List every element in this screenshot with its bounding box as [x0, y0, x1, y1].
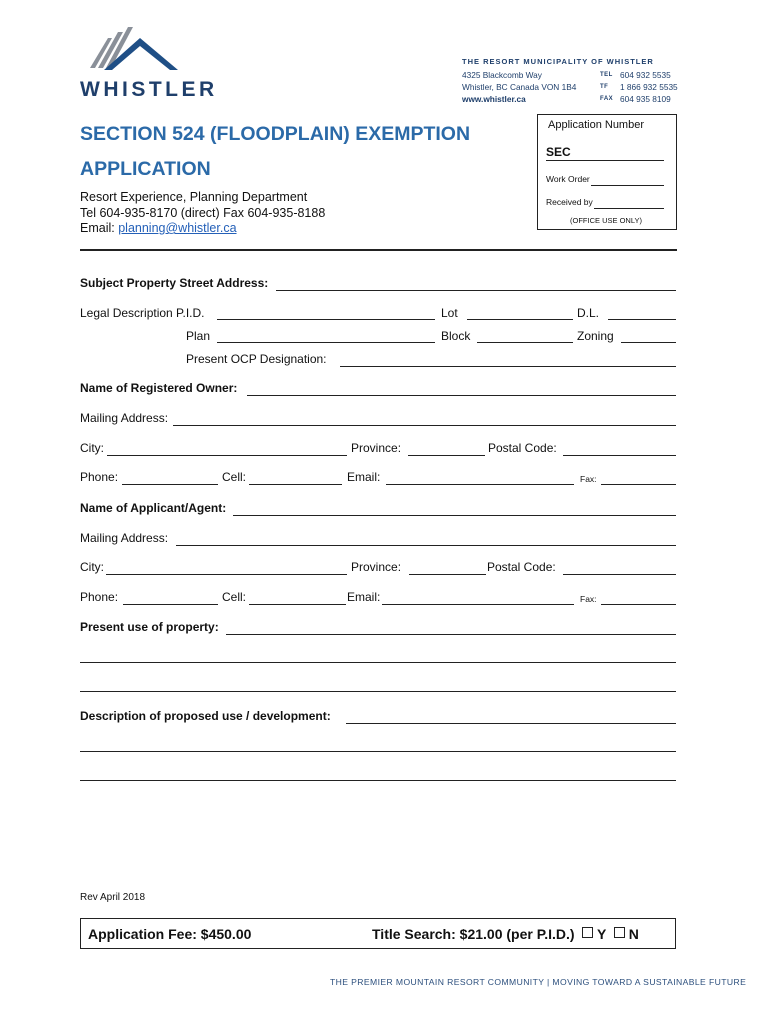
applicant-postal-label: Postal Code: — [487, 560, 556, 574]
owner-email-label: Email: — [347, 470, 381, 484]
present-use-field-1[interactable] — [226, 634, 676, 635]
owner-name-label: Name of Registered Owner: — [80, 381, 238, 395]
website: www.whistler.ca — [462, 94, 526, 104]
office-use-only-label: (OFFICE USE ONLY) — [570, 216, 642, 225]
applicant-fax-label: Fax: — [580, 594, 597, 604]
applicant-city-label: City: — [80, 560, 104, 574]
application-fee: Application Fee: $450.00 — [88, 926, 252, 942]
applicant-mailing-field[interactable] — [176, 545, 676, 546]
owner-postal-label: Postal Code: — [488, 441, 557, 455]
street-address-field[interactable] — [276, 290, 676, 291]
work-order-line[interactable] — [591, 185, 664, 186]
present-use-field-2[interactable] — [80, 662, 676, 663]
proposed-use-label: Description of proposed use / development: — [80, 709, 331, 723]
applicant-phone-label: Phone: — [80, 590, 119, 604]
title-search-fee — [372, 926, 639, 942]
title-search-label: Title Search: $21.00 (per P.I.D.) — [372, 926, 575, 942]
present-use-label: Present use of property: — [80, 620, 219, 634]
owner-city-label: City: — [80, 441, 104, 455]
work-order-label: Work Order — [546, 174, 590, 184]
owner-phone-field[interactable] — [122, 484, 218, 485]
applicant-email-label: Email: — [347, 590, 381, 604]
title-search-yes-checkbox[interactable] — [582, 927, 593, 938]
dl-field[interactable] — [608, 319, 676, 320]
applicant-name-field[interactable] — [233, 515, 676, 516]
zoning-field[interactable] — [621, 342, 676, 343]
owner-cell-label: Cell: — [222, 470, 247, 484]
applicant-phone-field[interactable] — [123, 604, 218, 605]
applicant-mailing-label: Mailing Address: — [80, 531, 169, 545]
lot-label: Lot — [441, 306, 458, 320]
pid-label: Legal Description P.I.D. — [80, 306, 205, 320]
form-title-line1: SECTION 524 (FLOODPLAIN) EXEMPTION — [80, 123, 471, 145]
sec-label: SEC — [546, 145, 571, 159]
owner-mailing-field[interactable] — [173, 425, 676, 426]
owner-province-label: Province: — [351, 441, 402, 455]
header-divider — [80, 249, 677, 251]
no-label: N — [628, 926, 639, 942]
applicant-postal-field[interactable] — [563, 574, 676, 575]
proposed-use-field-3[interactable] — [80, 780, 676, 781]
email-link[interactable]: planning@whistler.ca — [118, 221, 237, 235]
form-title-line2: APPLICATION — [80, 158, 211, 180]
applicant-cell-field[interactable] — [249, 604, 346, 605]
owner-city-field[interactable] — [107, 455, 347, 456]
department-email-row — [80, 221, 237, 235]
owner-name-field[interactable] — [247, 395, 676, 396]
sec-line[interactable] — [546, 160, 664, 161]
fee-box — [80, 918, 676, 949]
dl-label: D.L. — [577, 306, 600, 320]
proposed-use-field-2[interactable] — [80, 751, 676, 752]
municipality-name: THE RESORT MUNICIPALITY OF WHISTLER — [462, 57, 654, 66]
address-line2: Whistler, BC Canada VON 1B4 — [462, 82, 577, 92]
fax-label: FAX — [600, 96, 614, 102]
ocp-label: Present OCP Designation: — [186, 352, 327, 366]
applicant-city-field[interactable] — [106, 574, 347, 575]
received-by-label: Received by — [546, 197, 593, 207]
owner-cell-field[interactable] — [249, 484, 342, 485]
proposed-use-field-1[interactable] — [346, 723, 676, 724]
whistler-logo-mark — [82, 24, 182, 78]
title-search-no-checkbox[interactable] — [614, 927, 625, 938]
owner-fax-field[interactable] — [601, 484, 676, 485]
tel-label: TEL — [600, 72, 613, 78]
application-number-label: Application Number — [548, 119, 644, 131]
owner-phone-label: Phone: — [80, 470, 119, 484]
office-use-box — [537, 114, 677, 230]
fax-number: 604 935 8109 — [620, 94, 671, 104]
zoning-label: Zoning — [577, 329, 614, 343]
applicant-province-label: Province: — [351, 560, 402, 574]
tf-number: 1 866 932 5535 — [620, 82, 678, 92]
applicant-cell-label: Cell: — [222, 590, 247, 604]
department-phone: Tel 604-935-8170 (direct) Fax 604-935-8188 — [80, 206, 326, 220]
owner-postal-field[interactable] — [563, 455, 676, 456]
plan-field[interactable] — [217, 342, 435, 343]
tel-number: 604 932 5535 — [620, 70, 671, 80]
owner-mailing-label: Mailing Address: — [80, 411, 169, 425]
address-line1: 4325 Blackcomb Way — [462, 70, 542, 80]
applicant-name-label: Name of Applicant/Agent: — [80, 501, 227, 515]
applicant-email-field[interactable] — [382, 604, 574, 605]
received-by-line[interactable] — [594, 208, 664, 209]
revision-date: Rev April 2018 — [80, 892, 146, 903]
applicant-province-field[interactable] — [409, 574, 486, 575]
department-name: Resort Experience, Planning Department — [80, 190, 308, 204]
logo-wordmark: WHISTLER — [80, 78, 218, 101]
block-field[interactable] — [477, 342, 573, 343]
owner-email-field[interactable] — [386, 484, 574, 485]
yes-label: Y — [597, 926, 607, 942]
owner-province-field[interactable] — [408, 455, 485, 456]
plan-label: Plan — [186, 329, 211, 343]
ocp-field[interactable] — [340, 366, 676, 367]
email-label: Email: — [80, 221, 115, 235]
lot-field[interactable] — [467, 319, 573, 320]
tf-label: TF — [600, 84, 609, 90]
present-use-field-3[interactable] — [80, 691, 676, 692]
pid-field[interactable] — [217, 319, 435, 320]
footer-tagline: THE PREMIER MOUNTAIN RESORT COMMUNITY | MOVING TOWARD A SUSTAINABLE FUTURE — [330, 977, 747, 987]
applicant-fax-field[interactable] — [601, 604, 676, 605]
owner-fax-label: Fax: — [580, 474, 597, 484]
street-address-label: Subject Property Street Address: — [80, 276, 269, 290]
block-label: Block — [441, 329, 471, 343]
